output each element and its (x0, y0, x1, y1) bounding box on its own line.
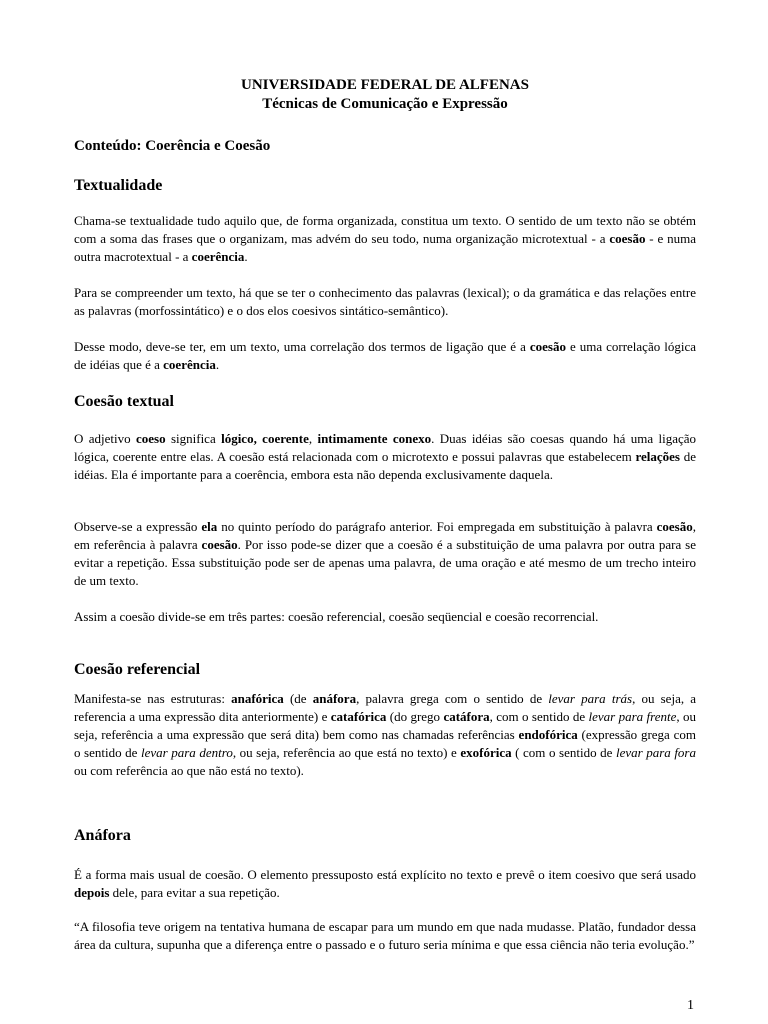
document-header (74, 76, 696, 114)
paragraph: Chama-se textualidade tudo aquilo que, de forma organizada, constitua um texto. O sentido de um texto não se obtém com a soma das frases que o organizam, mas advém do seu todo, numa organização microtextual - a coesão - e numa outra macrotextual - a coerência. (74, 213, 697, 264)
course-title: Técnicas de Comunicação e Expressão (262, 96, 508, 112)
paragraph: Para se compreender um texto, há que se ter o conhecimento das palavras (lexical); o da gramática e das relações entre as palavras (morfossintático) e o dos elos coesivos sintático-semântico). (74, 285, 696, 318)
section-title-textualidade: Textualidade (74, 177, 163, 194)
content-heading: Conteúdo: Coerência e Coesão (74, 138, 271, 154)
quote-paragraph: “A filosofia teve origem na tentativa humana de escapar para um mundo em que nada mudasse. Platão, fundador dessa área da cultura, supunha que a diferença entre o passado e o futuro seria mínima e que essa ciência não teria evolução.” (74, 919, 696, 952)
paragraph: Desse modo, deve-se ter, em um texto, uma correlação dos termos de ligação que é a coesão e uma correlação lógica de idéias que é a coerência. (74, 339, 696, 372)
paragraph: Assim a coesão divide-se em três partes: coesão referencial, coesão seqüencial e coesão recorrencial. (74, 609, 599, 624)
section-title-anafora: Anáfora (74, 827, 131, 844)
section-title-coesao-textual: Coesão textual (74, 393, 174, 410)
section-title-coesao-referencial: Coesão referencial (74, 661, 201, 678)
university-title: UNIVERSIDADE FEDERAL DE ALFENAS (241, 77, 529, 93)
page-number: 1 (687, 998, 694, 1013)
paragraph: Observe-se a expressão ela no quinto período do parágrafo anterior. Foi empregada em substituição à palavra coesão, em referência à palavra coesão. Por isso pode-se dizer que a coesão é a substituição de uma palavra por outra para se evitar a repetição. Essa substituição pode ser de apenas uma palavra, de uma oração e até mesmo de um trecho inteiro de um texto. (74, 519, 696, 588)
paragraph: O adjetivo coeso significa lógico, coerente, intimamente conexo. Duas idéias são coesas quando há uma ligação lógica, coerente entre elas. A coesão está relacionada com o microtexto e possui palavras que estabelecem relações de idéias. Ela é importante para a coerência, embora esta não dependa exclusivamente daquela. (74, 431, 697, 482)
paragraph: Manifesta-se nas estruturas: anafórica (de anáfora, palavra grega com o sentido de levar para trás, ou seja, a referencia a uma expressão dita anteriormente) e catafórica (do grego catáfora, com o sentido de levar para frente, ou seja, referência a uma expressão que será dita) bem como nas chamadas referências endofórica (expressão grega com o sentido de levar para dentro, ou seja, referência ao que está no texto) e exofórica ( com o sentido de levar para fora ou com referência ao que não está no texto). (74, 691, 697, 778)
paragraph: É a forma mais usual de coesão. O elemento pressuposto está explícito no texto e prevê o item coesivo que será usado depois dele, para evitar a sua repetição. (74, 867, 696, 900)
